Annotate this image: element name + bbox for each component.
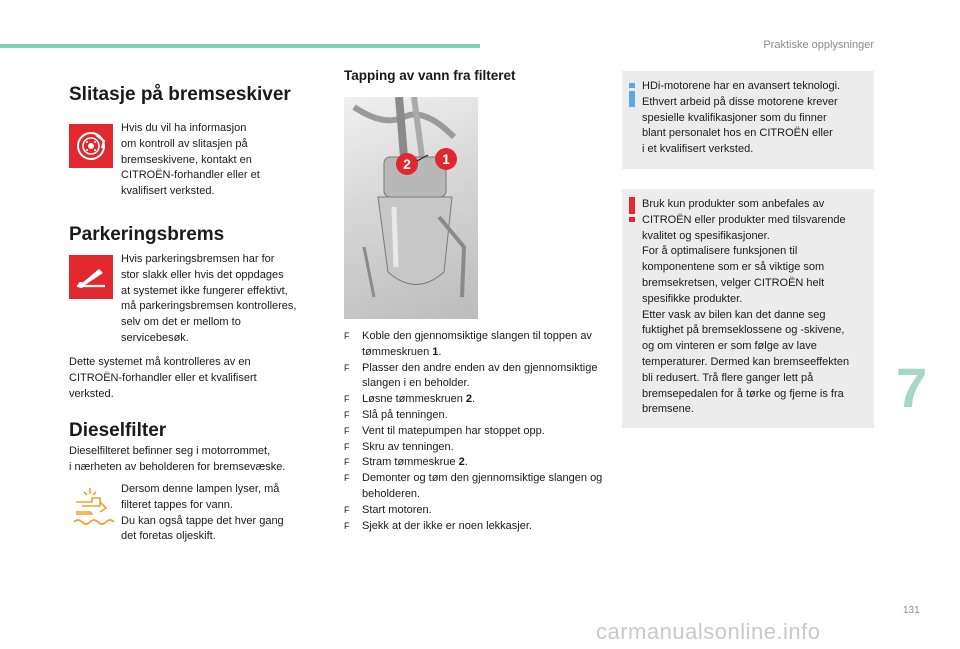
step-bullet-icon: F (344, 425, 350, 436)
diesel-lamp-text: Dersom denne lampen lyser, må filteret tappes for vann. Du kan også tappe det hver gang det foretas oljeskift. (121, 483, 284, 543)
parking-text: Hvis parkeringsbremsen har for stor slakk eller hvis det oppdages at systemet ikke fungerer effektivt, må parkeringsbremsen kontrolleres, selv om det er mellom to servicebesøk. (121, 253, 297, 344)
header-accent-bar (0, 44, 480, 48)
step-text: Koble den gjennomsiktige slangen til toppen av tømmeskruen (362, 330, 592, 358)
warning-box (622, 189, 874, 428)
draining-step (344, 392, 606, 408)
step-callout-number: 2 (465, 393, 473, 406)
step-text-end: . (438, 345, 442, 358)
page-number: 131 (903, 605, 920, 616)
parking-heading: Parkeringsbrems (69, 224, 225, 245)
watermark: carmanualsonline.info (596, 619, 821, 644)
draining-step (344, 440, 606, 456)
step-text-end: . (472, 393, 476, 406)
step-bullet-icon: F (344, 504, 350, 515)
step-bullet-icon: F (344, 362, 350, 373)
draining-step (344, 329, 606, 361)
brakes-text: Hvis du vil ha informasjon om kontroll av slitasjen på bremseskivene, kontakt en CITROËN-forhandler eller et kvalifisert verksted. (121, 122, 260, 198)
brake-disc-icon (69, 124, 113, 168)
draining-step (344, 408, 606, 424)
info-box-text: HDi-motorene har en avansert teknologi. Ethvert arbeid på disse motorene krever spesielle kvalifikasjoner som du finner blant personalet hos en CITROËN eller i et kvalifisert verksted. (642, 80, 841, 156)
diesel-heading: Dieselfilter (69, 420, 167, 441)
step-bullet-icon: F (344, 394, 350, 405)
step-bullet-icon: F (344, 331, 350, 341)
draining-step (344, 471, 606, 503)
draining-step (344, 455, 606, 471)
step-text: Stram tømmeskrue (362, 456, 459, 469)
step-text: Demonter og tøm den gjennomsiktige slangen og beholderen. (362, 472, 603, 500)
step-bullet-icon: F (344, 409, 350, 420)
warning-box-text: Bruk kun produkter som anbefales av CITROËN eller produkter med tilsvarende kvalitet og spesifikasjoner. For å optimalisere funksjonen til komponentene som er så viktige som bremsekretsen, velger CITROËN helt spesifikke produkter. Etter vask av bilen kan det danne seg fuktighet på bremseklossene og -skivene, og om vinteren er som følge av lave temperaturer. Dermed kan bremseeffekten bli redusert. Trå flere ganger lett på bremsepedalen for å tørke og fjerne is fra bremsene. (642, 198, 850, 416)
draining-step (344, 519, 606, 535)
draining-step (344, 503, 606, 519)
step-callout-number: 2 (458, 456, 465, 469)
photo-label-2: 2 (403, 156, 411, 172)
info-icon (629, 83, 635, 107)
step-bullet-icon: F (344, 441, 350, 452)
step-text-end: . (464, 456, 468, 469)
draining-step (344, 424, 606, 440)
info-box (622, 71, 874, 169)
draining-heading: Tapping av vann fra filteret (344, 68, 516, 83)
step-text: Sjekk at der ikke er noen lekkasjer. (362, 519, 532, 532)
parking-note: Dette systemet må kontrolleres av en CITROËN-forhandler eller et kvalifisert verksted. (69, 356, 257, 400)
diesel-filter-photo (344, 97, 478, 319)
step-text: Vent til matepumpen har stoppet opp. (362, 424, 545, 437)
parking-brake-icon (69, 255, 113, 299)
photo-label-1: 1 (442, 151, 450, 167)
step-text: Slå på tenningen. (362, 408, 448, 421)
draining-steps-list (344, 329, 606, 534)
step-text: Plasser den andre enden av den gjennomsiktige slangen i en beholder. (362, 361, 598, 390)
step-callout-number: 1 (432, 345, 439, 358)
section-title: Praktiske opplysninger (763, 39, 874, 51)
step-text: Start motoren. (362, 503, 432, 516)
warning-icon (629, 197, 635, 223)
step-bullet-icon: F (344, 473, 350, 484)
draining-step (344, 361, 606, 393)
step-bullet-icon: F (344, 457, 350, 468)
step-bullet-icon: F (344, 520, 350, 531)
diesel-intro: Dieselfilteret befinner seg i motorrommet, i nærheten av beholderen for bremsevæske. (69, 445, 286, 473)
step-text: Skru av tenningen. (362, 440, 454, 453)
water-in-diesel-lamp-icon (70, 484, 118, 528)
step-text: Løsne tømmeskruen (362, 393, 466, 406)
chapter-number: 7 (896, 356, 928, 419)
brakes-heading: Slitasje på bremseskiver (69, 84, 291, 105)
